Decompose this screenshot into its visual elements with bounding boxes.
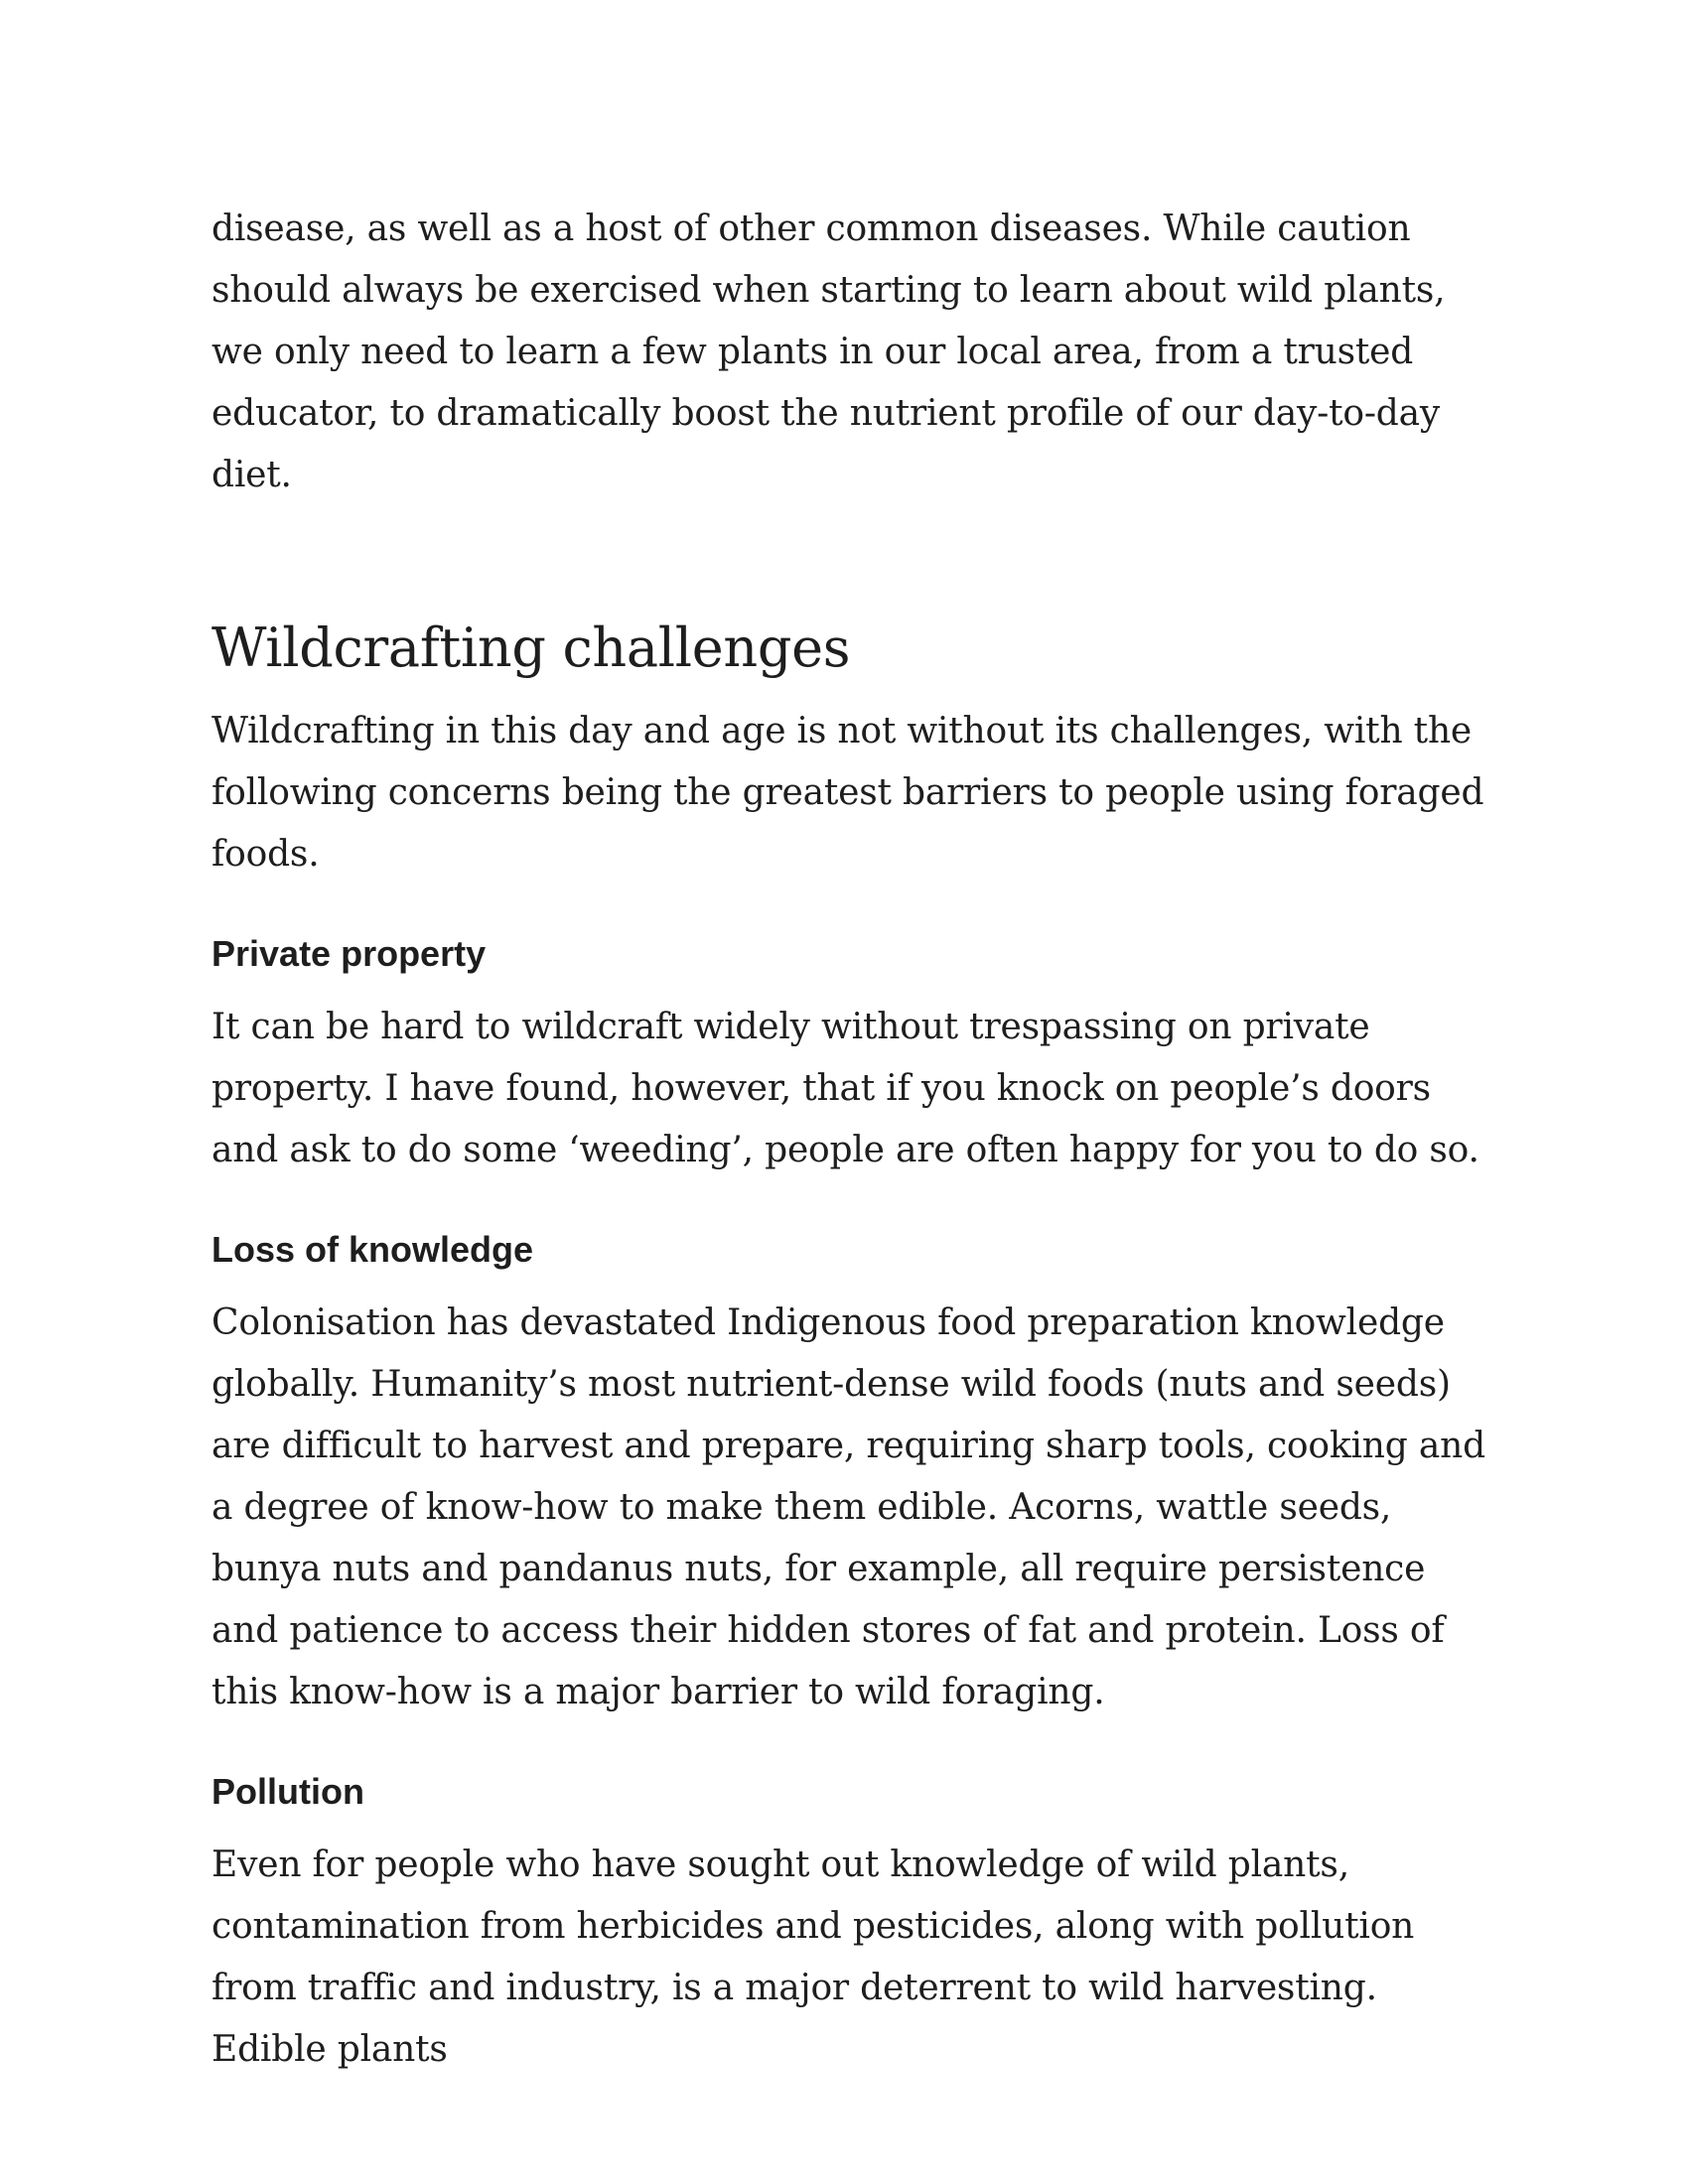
private-property-paragraph: It can be hard to wildcraft widely without trespassing on private property. I have found, however, that if you knock on people’s doors and ask to do some ‘weeding’, people are often happy for you to do so. <box>211 1007 1479 1170</box>
intro-paragraph: disease, as well as a host of other common diseases. While caution should always be exercised when starting to learn about wild plants, we only need to learn a few plants in our local area, from a trusted educator, to dramatically boost the nutrient profile of our day-to-day diet. <box>211 208 1446 495</box>
section-intro-paragraph: Wildcrafting in this day and age is not without its challenges, with the following concerns being the greatest barriers to people using foraged foods. <box>211 711 1484 875</box>
pollution-paragraph: Even for people who have sought out knowledge of wild plants, contamination from herbicides and pesticides, along with pollution from traffic and industry, is a major deterrent to wild harvesting. Edible plants <box>211 1844 1415 2070</box>
loss-of-knowledge-paragraph: Colonisation has devastated Indigenous food preparation knowledge globally. Humanity’s most nutrient-dense wild foods (nuts and seeds) are difficult to harvest and prepare, requiring sharp tools, cooking and a degree of know-how to make them edible. Acorns, wattle seeds, bunya nuts and pandanus nuts, for example, all require persistence and patience to access their hidden stores of fat and protein. Loss of this know-how is a major barrier to wild foraging. <box>211 1302 1485 1712</box>
subheading-private-property: Private property <box>211 933 487 974</box>
subheading-loss-of-knowledge: Loss of knowledge <box>211 1229 534 1270</box>
document-page <box>211 199 1492 2081</box>
section-title: Wildcrafting challenges <box>211 616 851 679</box>
subheading-pollution: Pollution <box>211 1771 364 1812</box>
